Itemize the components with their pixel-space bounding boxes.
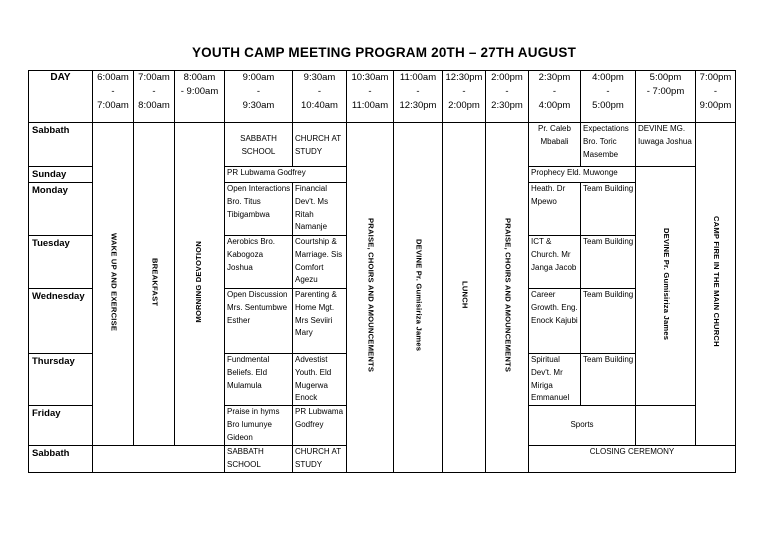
header-row (29, 71, 736, 123)
activity-cell: Spiritual Dev't. Mr Miriga Emmanuel (529, 354, 581, 406)
day-label: Friday (29, 406, 93, 446)
header-slot: 4:00pm - 5:00pm (581, 71, 636, 123)
header-slot: 10:30am - 11:00am (347, 71, 394, 123)
header-slot: 7:00am - 8:00am (134, 71, 175, 123)
header-slot: 8:00am - 9:00am (175, 71, 225, 123)
activity-cell: DEVINE MG. Iuwaga Joshua (636, 123, 696, 167)
activity-cell: Team Building (581, 354, 636, 406)
header-slot: 9:30am - 10:40am (293, 71, 347, 123)
activity-cell: Team Building (581, 289, 636, 354)
activity-cell: Courtship & Marriage. Sis Comfort Agezu (293, 236, 347, 289)
activity-cell: Prophecy Eld. Muwonge (529, 167, 636, 183)
praise-cell: PRAISE, CHOIRS AND AMOUNCEMENTS (486, 123, 529, 473)
morning-devotion-cell: MORNING DEVOTION (175, 123, 225, 446)
activity-cell: Open Discussion Mrs. Sentumbwe Esther (225, 289, 293, 354)
header-slot: 2:00pm - 2:30pm (486, 71, 529, 123)
activity-cell: Open Interactions Bro. Titus Tibigambwa (225, 183, 293, 236)
devine-cell: DEVINE Pr. Gumisiriza James (394, 123, 443, 473)
day-label: Wednesday (29, 289, 93, 354)
activity-cell: Fundmental Beliefs. Eld Mulamula (225, 354, 293, 406)
day-label: Tuesday (29, 236, 93, 289)
activity-cell: Team Building (581, 236, 636, 289)
activity-cell: ICT & Church. Mr Janga Jacob (529, 236, 581, 289)
activity-cell: CLOSING CEREMONY (529, 446, 736, 473)
activity-cell: Pr. Caleb Mbabali (529, 123, 581, 167)
lunch-cell: LUNCH (443, 123, 486, 473)
activity-cell: Expectations Bro. Toric Masembe (581, 123, 636, 167)
activity-cell: SABBATH SCHOOL (225, 446, 293, 473)
header-slot: 12:30pm - 2:00pm (443, 71, 486, 123)
header-slot: 2:30pm - 4:00pm (529, 71, 581, 123)
header-slot: 9:00am - 9:30am (225, 71, 293, 123)
praise-cell: PRAISE, CHOIRS AND AMOUNCEMENTS (347, 123, 394, 473)
day-label: Sabbath (29, 446, 93, 473)
empty-cell (93, 446, 225, 473)
header-slot: 11:00am - 12:30pm (394, 71, 443, 123)
activity-cell: Career Growth. Eng. Enock Kajubi (529, 289, 581, 354)
devine-cell: DEVINE Pr. Gumisiriza James (636, 167, 696, 406)
activity-cell: PR Lubwama Godfrey (293, 406, 347, 446)
activity-cell: Heath. Dr Mpewo (529, 183, 581, 236)
day-label: Monday (29, 183, 93, 236)
breakfast-cell: BREAKFAST (134, 123, 175, 446)
activity-cell: Aerobics Bro. Kabogoza Joshua (225, 236, 293, 289)
row-sabbath (29, 123, 736, 167)
activity-cell: PR Lubwama Godfrey (225, 167, 347, 183)
page-title: YOUTH CAMP MEETING PROGRAM 20TH – 27TH AUGUST (191, 45, 577, 60)
header-slot: 6:00am - 7:00am (93, 71, 134, 123)
header-day: DAY (29, 71, 93, 123)
activity-cell: Parenting & Home Mgt. Mrs Seviiri Mary (293, 289, 347, 354)
header-slot: 7:00pm - 9:00pm (696, 71, 736, 123)
day-label: Sabbath (29, 123, 93, 167)
day-label: Thursday (29, 354, 93, 406)
activity-cell: CHURCH AT STUDY (293, 446, 347, 473)
header-slot: 5:00pm - 7:00pm (636, 71, 696, 123)
activity-cell: Advestist Youth. Eld Mugerwa Enock (293, 354, 347, 406)
activity-cell: Financial Dev't. Ms Ritah Namanje (293, 183, 347, 236)
program-table (28, 70, 736, 473)
day-label: Sunday (29, 167, 93, 183)
activity-cell: CHURCH AT STUDY (293, 123, 347, 167)
activity-cell: Praise in hyms Bro lumunye Gideon (225, 406, 293, 446)
campfire-cell: CAMP FIRE IN THE MAIN CHURCH (696, 123, 736, 446)
activity-cell: Sports (529, 406, 636, 446)
activity-cell: SABBATH SCHOOL (225, 123, 293, 167)
activity-cell: Team Building (581, 183, 636, 236)
wake-up-cell: WAKE UP AND EXERCISE (93, 123, 134, 446)
